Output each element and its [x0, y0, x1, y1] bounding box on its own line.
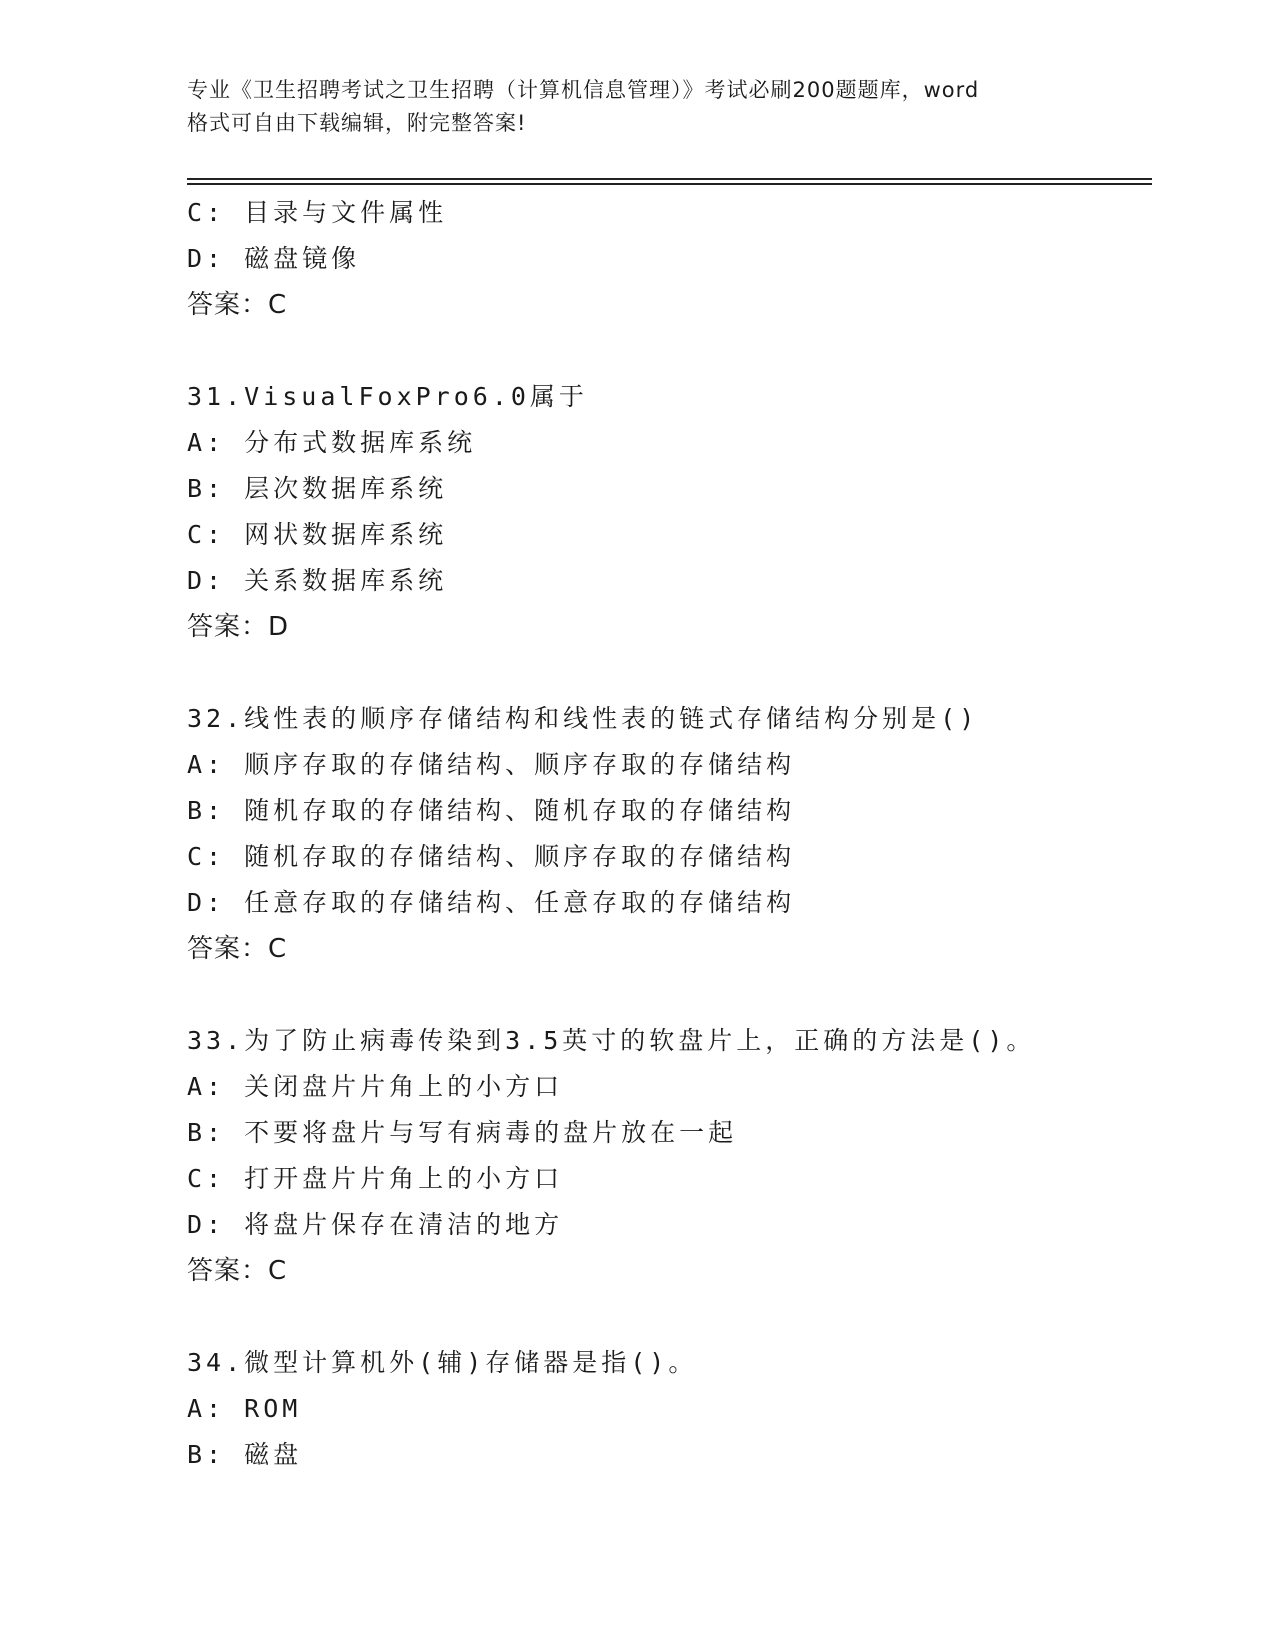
question-text: 31.VisualFoxPro6.0属于 [187, 382, 588, 411]
header-divider-top [187, 178, 1152, 180]
option-a: A: ROM [187, 1394, 302, 1423]
answer-line: 答案：C [187, 934, 288, 964]
option-b: B: 不要将盘片与写有病毒的盘片放在一起 [187, 1118, 738, 1147]
option-a: A: 分布式数据库系统 [187, 428, 477, 457]
option-c: C: 打开盘片片角上的小方口 [187, 1164, 564, 1193]
header-title-line-2: 格式可自由下载编辑，附完整答案! [187, 111, 527, 135]
question-block-34 [187, 1340, 1187, 1478]
option-b: B: 随机存取的存储结构、随机存取的存储结构 [187, 796, 796, 825]
option-b: B: 层次数据库系统 [187, 474, 448, 503]
option-a: A: 顺序存取的存储结构、顺序存取的存储结构 [187, 750, 796, 779]
option-a: A: 关闭盘片片角上的小方口 [187, 1072, 564, 1101]
answer-line: 答案：D [187, 612, 290, 642]
spacer [187, 1294, 1187, 1340]
option-c: C: 网状数据库系统 [187, 520, 448, 549]
option-b: B: 磁盘 [187, 1440, 303, 1469]
document-header [187, 74, 1087, 140]
spacer [187, 650, 1187, 696]
spacer [187, 972, 1187, 1018]
question-block-32 [187, 696, 1187, 972]
header-divider-bottom [187, 183, 1152, 185]
spacer [187, 328, 1187, 374]
option-d: D: 任意存取的存储结构、任意存取的存储结构 [187, 888, 796, 917]
question-text: 33.为了防止病毒传染到3.5英寸的软盘片上，正确的方法是()。 [187, 1026, 1036, 1055]
option-d: D: 关系数据库系统 [187, 566, 448, 595]
header-title-line-1: 专业《卫生招聘考试之卫生招聘（计算机信息管理）》考试必刷200题题库，word [187, 78, 980, 102]
question-block-33 [187, 1018, 1187, 1294]
answer-line: 答案：C [187, 290, 288, 320]
question-block-31 [187, 374, 1187, 650]
question-block-previous [187, 190, 1187, 328]
question-text: 32.线性表的顺序存储结构和线性表的链式存储结构分别是() [187, 704, 979, 733]
option-d: D: 将盘片保存在清洁的地方 [187, 1210, 564, 1239]
answer-line: 答案：C [187, 1256, 288, 1286]
question-text: 34.微型计算机外(辅)存储器是指()。 [187, 1348, 698, 1377]
option-c: C: 随机存取的存储结构、顺序存取的存储结构 [187, 842, 796, 871]
question-list [187, 190, 1187, 1478]
option-d: D: 磁盘镜像 [187, 244, 361, 273]
option-c: C: 目录与文件属性 [187, 198, 448, 227]
